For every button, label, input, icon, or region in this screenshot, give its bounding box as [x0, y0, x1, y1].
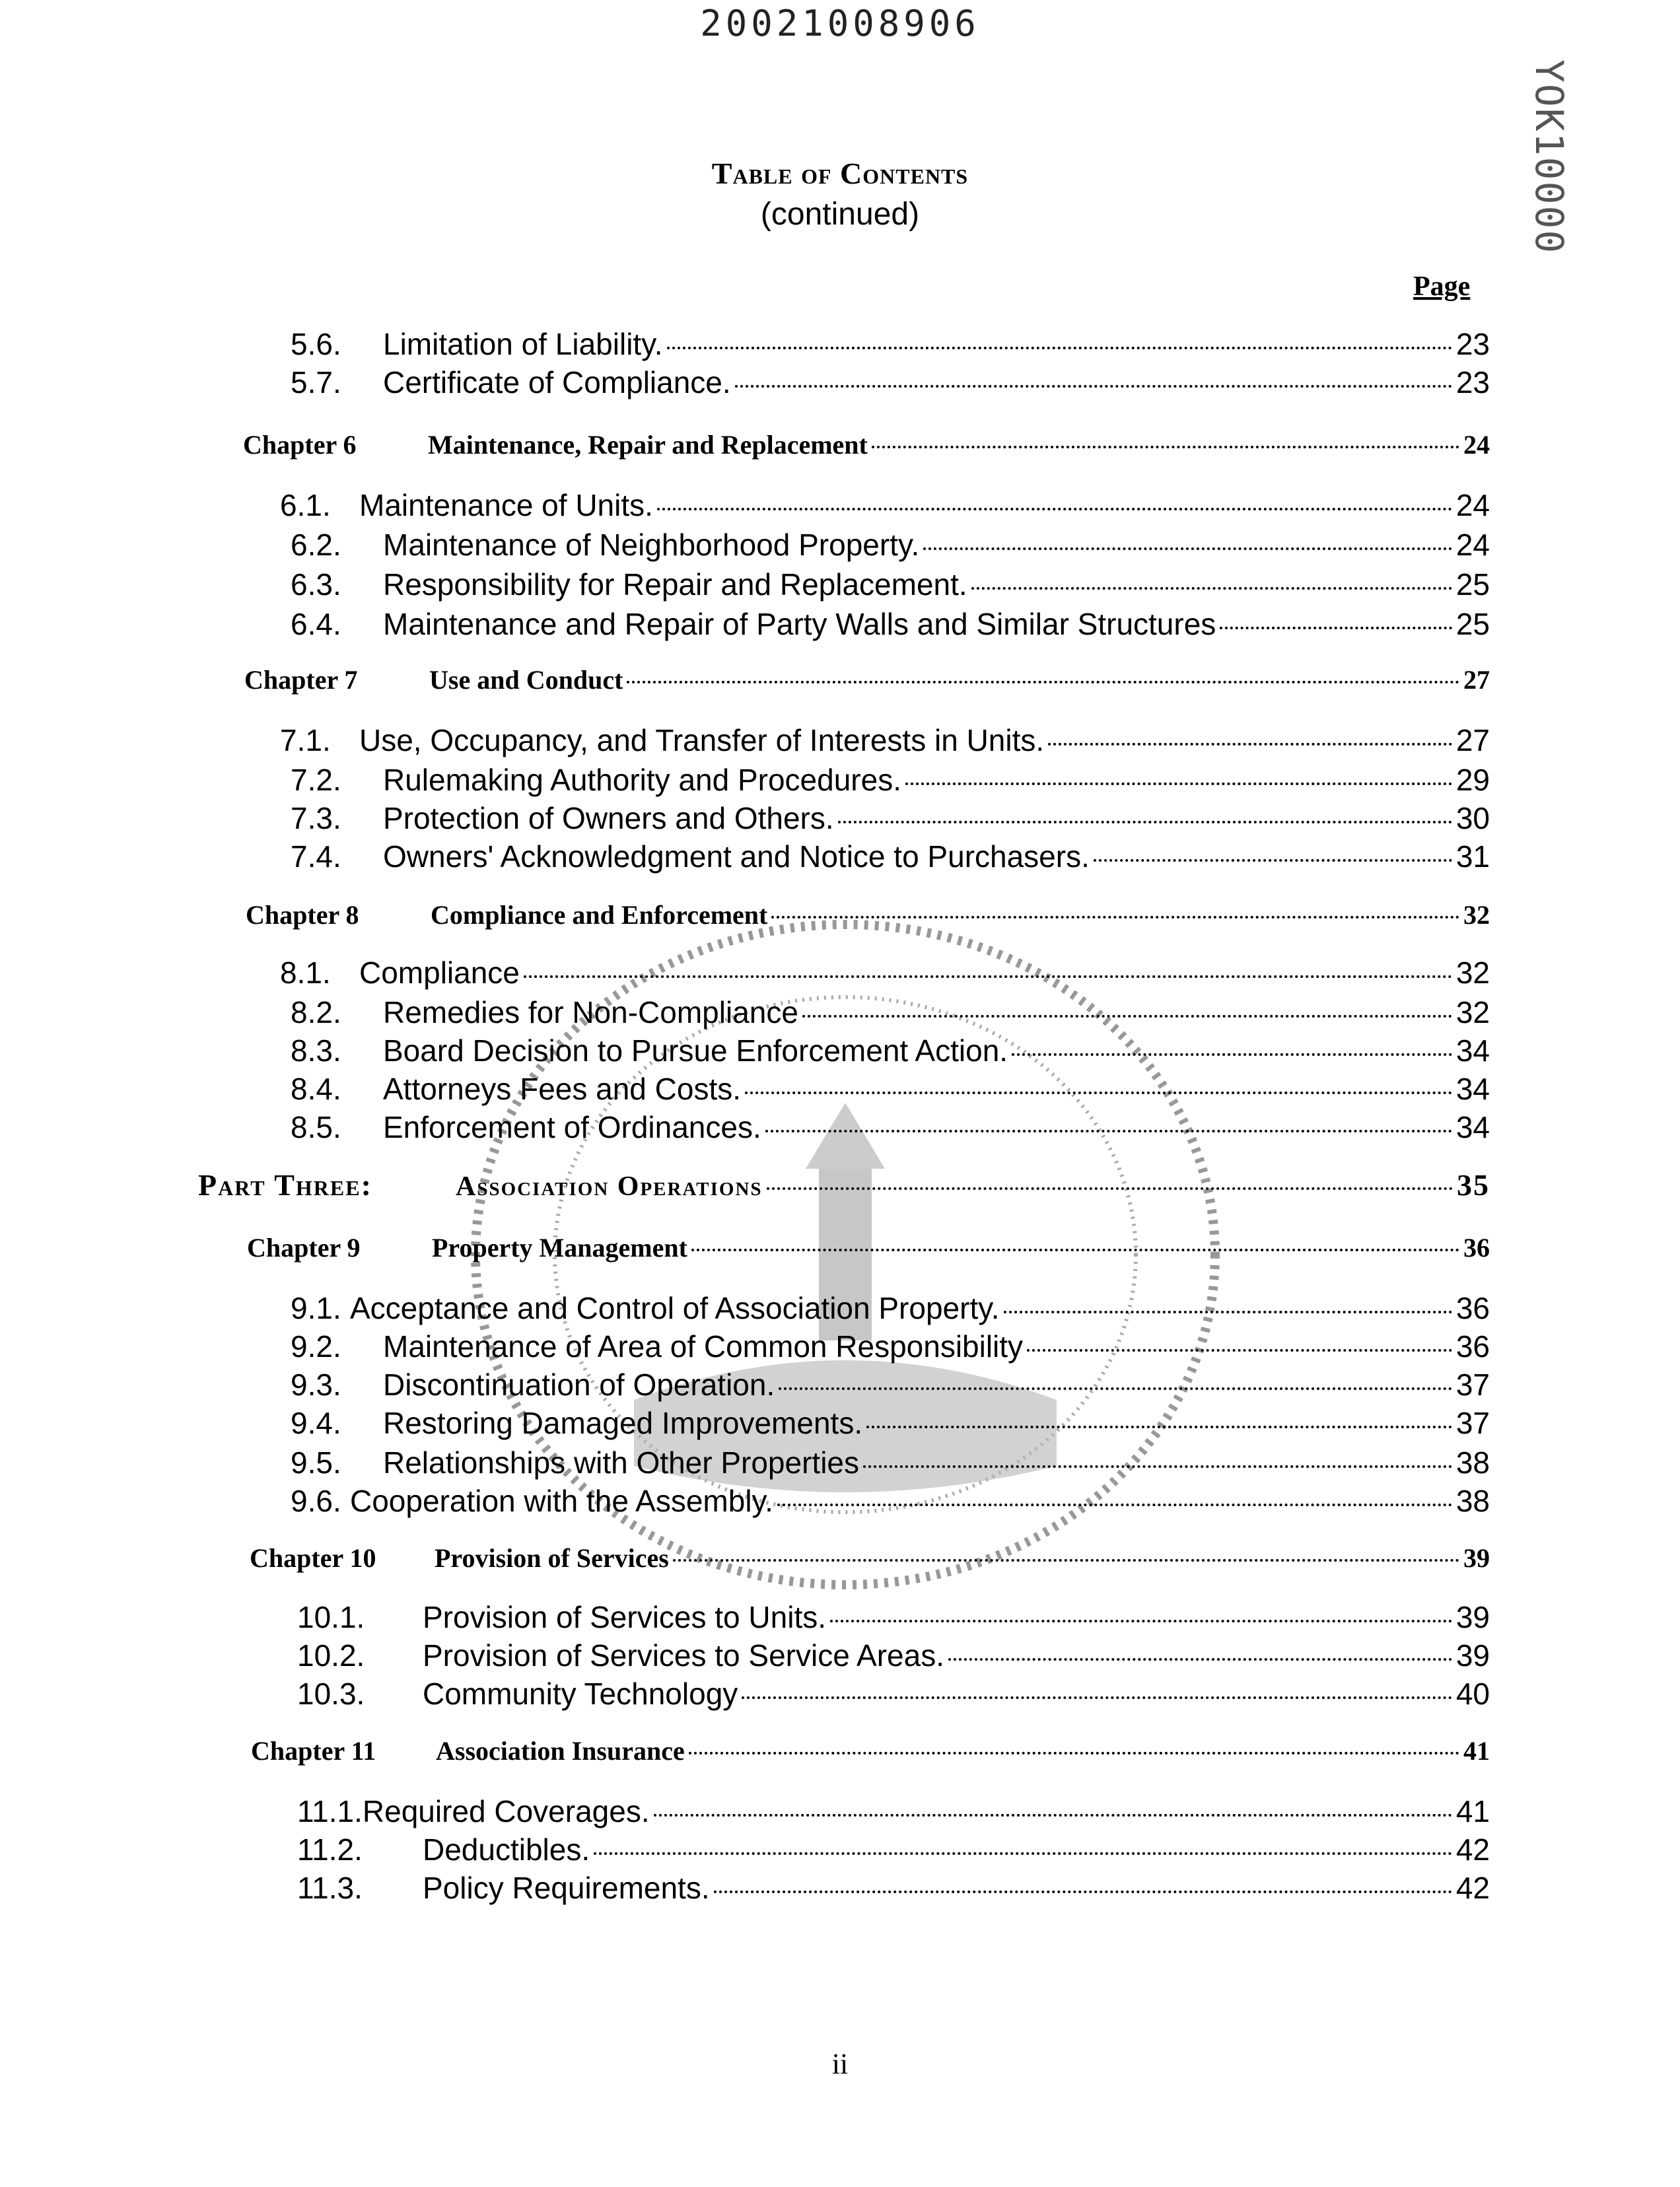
toc-entry-page: 25: [1455, 607, 1490, 641]
toc-entry-number: 9.4.: [291, 1406, 341, 1440]
dot-leader: [714, 1891, 1452, 1893]
toc-entry-sec: [280, 722, 1490, 758]
toc-entry-page: 36: [1463, 1233, 1490, 1263]
toc-entry-chap: [251, 1735, 1490, 1766]
dot-leader: [627, 681, 1459, 683]
toc-entry-sec: [291, 1290, 1490, 1326]
toc-entry-page: 37: [1455, 1368, 1490, 1402]
toc-entry-page: 27: [1463, 665, 1490, 695]
toc-entry-number: 11.2.: [297, 1832, 363, 1867]
toc-entry-number: 10.2.: [297, 1638, 365, 1673]
toc-entry-page: 35: [1457, 1168, 1490, 1202]
toc-entry-page: 40: [1455, 1677, 1490, 1711]
toc-entry-sec: [291, 800, 1490, 836]
toc-entry-number: 10.1.: [297, 1600, 365, 1634]
dot-leader: [1220, 627, 1452, 629]
dot-leader: [742, 1696, 1452, 1699]
toc-entry-sec: [297, 1832, 1490, 1867]
toc-entry-page: 34: [1455, 1110, 1490, 1144]
toc-entry-title: Acceptance and Control of Association Property.: [350, 1291, 1000, 1325]
toc-entry-number: 5.7.: [291, 365, 341, 399]
toc-entry-number: Chapter 11: [251, 1736, 376, 1766]
toc-entry-page: 25: [1455, 567, 1490, 602]
toc-entry-title: Protection of Owners and Others.: [383, 801, 834, 835]
toc-entry-title: Policy Requirements.: [423, 1871, 710, 1905]
toc-entry-page: 24: [1455, 528, 1490, 562]
toc-entry-sec: [291, 364, 1490, 400]
toc-entry-number: 8.2.: [291, 995, 341, 1029]
dot-leader: [594, 1852, 1452, 1855]
toc-entry-chap: [247, 1232, 1490, 1263]
toc-entry-page: 39: [1455, 1600, 1490, 1634]
toc-entry-sec: [297, 1599, 1490, 1635]
toc-entry-number: Chapter 9: [247, 1233, 361, 1263]
toc-entry-number: 7.3.: [291, 801, 341, 835]
dot-leader: [905, 782, 1452, 785]
toc-entry-sec: [291, 994, 1490, 1030]
dot-leader: [524, 975, 1452, 978]
toc-entry-page: 42: [1455, 1871, 1490, 1905]
toc-entry-sec: [291, 1109, 1490, 1145]
toc-entry-sec: [291, 326, 1490, 362]
toc-entry-number: 8.5.: [291, 1110, 341, 1144]
toc-entry-sec: [280, 955, 1490, 990]
toc-entry-number: 8.3.: [291, 1033, 341, 1068]
dot-leader: [1012, 1053, 1452, 1056]
toc-entry-page: 32: [1463, 900, 1490, 930]
toc-entry-number: 9.1.: [291, 1291, 341, 1325]
toc-entry-title: Deductibles.: [423, 1832, 590, 1867]
dot-leader: [1004, 1311, 1452, 1313]
toc-entry-sec: [297, 1676, 1490, 1712]
toc-entry-title: Maintenance of Area of Common Responsibility: [383, 1329, 1024, 1364]
toc-entry-number: 6.4.: [291, 607, 341, 641]
toc-entry-number: Chapter 7: [244, 665, 358, 695]
toc-entry-sec: [291, 1329, 1490, 1364]
title-block: [0, 156, 1680, 232]
toc-entry-number: 8.4.: [291, 1072, 341, 1106]
dot-leader: [971, 587, 1452, 590]
toc-entry-title: Provision of Services: [435, 1543, 669, 1573]
toc-entry-number: 5.6.: [291, 327, 341, 361]
toc-entry-number: 9.5.: [291, 1445, 341, 1480]
toc-entry-sec: [291, 567, 1490, 602]
toc-entry-number: 8.1.: [280, 955, 331, 990]
toc-entry-page: 34: [1455, 1033, 1490, 1068]
toc-entry-page: 29: [1455, 763, 1490, 797]
toc-entry-number: 11.1.: [297, 1794, 363, 1828]
toc-entry-number: 6.3.: [291, 567, 341, 602]
page-column-heading: Page: [1413, 271, 1471, 302]
toc-entry-sec: [291, 527, 1490, 563]
toc-entry-number: 11.3.: [297, 1871, 363, 1905]
toc-entry-title: Required Coverages.: [362, 1794, 650, 1828]
toc-entry-part: [198, 1167, 1490, 1202]
toc-entry-number: 10.3.: [297, 1677, 365, 1711]
toc-entry-title: Provision of Services to Service Areas.: [423, 1638, 944, 1673]
dot-leader: [657, 508, 1452, 510]
toc-entry-page: 34: [1455, 1072, 1490, 1106]
dot-leader: [863, 1465, 1452, 1468]
toc-entry-page: 41: [1455, 1794, 1490, 1828]
toc-entry-page: 36: [1455, 1329, 1490, 1364]
toc-entry-title: Attorneys Fees and Costs.: [383, 1072, 742, 1106]
toc-entry-title: Enforcement of Ordinances.: [383, 1110, 761, 1144]
toc-entry-title: Association Operations: [456, 1171, 763, 1202]
dot-leader: [771, 916, 1459, 919]
toc-entry-title: Board Decision to Pursue Enforcement Action.: [383, 1033, 1008, 1068]
toc-entry-title: Property Management: [432, 1233, 687, 1263]
side-stamp: YOK10000: [1527, 59, 1572, 255]
dot-leader: [767, 1187, 1453, 1190]
toc-entry-number: 6.1.: [280, 488, 331, 522]
toc-entry-page: 36: [1455, 1291, 1490, 1325]
toc-entry-title: Relationships with Other Properties: [383, 1445, 859, 1480]
toc-entry-title: Maintenance and Repair of Party Walls and Similar Structures: [383, 607, 1216, 641]
toc-entry-number: 7.2.: [291, 763, 341, 797]
toc-entry-page: 39: [1455, 1638, 1490, 1673]
toc-entry-page: 38: [1455, 1484, 1490, 1518]
toc-entry-title: Discontinuation of Operation.: [383, 1368, 775, 1402]
toc-entry-page: 32: [1455, 955, 1490, 990]
toc-entry-page: 39: [1463, 1543, 1490, 1573]
toc-entry-page: 24: [1455, 488, 1490, 522]
toc-entry-sec: [280, 487, 1490, 523]
toc-entry-page: 27: [1455, 723, 1490, 757]
dot-leader: [948, 1658, 1452, 1661]
page-number-footer: ii: [831, 2048, 849, 2080]
dot-leader: [802, 1015, 1452, 1018]
dot-leader: [667, 347, 1452, 349]
toc-entry-page: 24: [1463, 430, 1490, 460]
toc-entry-page: 31: [1455, 839, 1490, 874]
toc-entry-number: Chapter 6: [243, 430, 357, 460]
page-title: Table of Contents: [711, 156, 969, 190]
toc-entry-sec: [291, 1445, 1490, 1480]
toc-entry-title: Compliance: [359, 955, 520, 990]
toc-entry-title: Cooperation with the Assembly.: [350, 1484, 773, 1518]
toc-entry-number: 6.2.: [291, 528, 341, 562]
toc-entry-chap: [246, 899, 1490, 930]
toc-entry-chap: [243, 429, 1490, 460]
dot-leader: [691, 1249, 1459, 1251]
toc-entry-number: 9.3.: [291, 1368, 341, 1402]
toc-entry-sec: [291, 1405, 1490, 1441]
toc-entry-page: 23: [1455, 365, 1490, 399]
dot-leader: [654, 1814, 1452, 1817]
toc-entry-title: Limitation of Liability.: [383, 327, 663, 361]
toc-entry-title: Rulemaking Authority and Procedures.: [383, 763, 901, 797]
toc-entry-page: 30: [1455, 801, 1490, 835]
toc-entry-sec: [291, 762, 1490, 798]
toc-entry-title: Remedies for Non-Compliance: [383, 995, 798, 1029]
toc-entry-sec: [291, 1033, 1490, 1068]
toc-entry-number: 9.2.: [291, 1329, 341, 1364]
document-number: 20021008906: [700, 3, 980, 44]
toc-entry-title: Use and Conduct: [429, 665, 623, 695]
dot-leader: [872, 446, 1459, 448]
dot-leader: [830, 1620, 1452, 1622]
toc-entry-chap: [244, 664, 1490, 695]
dot-leader: [735, 385, 1452, 388]
toc-entry-title: Association Insurance: [436, 1736, 685, 1766]
dot-leader: [923, 547, 1452, 550]
toc-entry-title: Compliance and Enforcement: [431, 900, 768, 930]
toc-entry-sec: [297, 1638, 1490, 1673]
dot-leader: [777, 1504, 1452, 1506]
toc-entry-title: Restoring Damaged Improvements.: [383, 1406, 863, 1440]
toc-entry-page: 23: [1455, 327, 1490, 361]
toc-entry-number: Chapter 10: [250, 1543, 376, 1573]
dot-leader: [745, 1092, 1452, 1094]
toc-entry-page: 38: [1455, 1445, 1490, 1480]
dot-leader: [866, 1426, 1452, 1428]
page-subtitle: (continued): [760, 197, 920, 232]
dot-leader: [1027, 1349, 1452, 1352]
toc-entry-title: Community Technology: [423, 1677, 738, 1711]
toc-entry-sec: [291, 839, 1490, 874]
toc-entry-title: Maintenance of Neighborhood Property.: [383, 528, 920, 562]
toc-entry-number: 7.1.: [280, 723, 331, 757]
toc-entry-page: 32: [1455, 995, 1490, 1029]
toc-entry-title: Maintenance, Repair and Replacement: [428, 430, 868, 460]
toc-entry-page: 37: [1455, 1406, 1490, 1440]
toc-entry-sec: [297, 1793, 1490, 1829]
toc-entry-number: 9.6.: [291, 1484, 341, 1518]
toc-entry-page: 42: [1455, 1832, 1490, 1867]
dot-leader: [1094, 859, 1452, 862]
dot-leader: [1048, 743, 1452, 746]
dot-leader: [689, 1752, 1459, 1754]
toc-entry-title: Use, Occupancy, and Transfer of Interests in Units.: [359, 723, 1045, 757]
toc-entry-title: Certificate of Compliance.: [383, 365, 731, 399]
toc-entry-number: Part Three:: [198, 1168, 372, 1202]
toc-entry-sec: [297, 1870, 1490, 1906]
toc-entry-title: Responsibility for Repair and Replacement.: [383, 567, 967, 602]
toc-entry-sec: [291, 1483, 1490, 1519]
toc-entry-sec: [291, 1071, 1490, 1107]
toc-entry-title: Owners' Acknowledgment and Notice to Purchasers.: [383, 839, 1090, 874]
toc-entry-number: 7.4.: [291, 839, 341, 874]
dot-leader: [779, 1387, 1452, 1390]
toc-entry-title: Provision of Services to Units.: [423, 1600, 827, 1634]
toc-entry-number: Chapter 8: [246, 900, 359, 930]
toc-entry-chap: [250, 1543, 1490, 1574]
toc-entry-page: 41: [1463, 1736, 1490, 1766]
toc-entry-title: Maintenance of Units.: [359, 488, 653, 522]
dot-leader: [838, 821, 1452, 823]
dot-leader: [673, 1559, 1459, 1562]
dot-leader: [765, 1130, 1452, 1132]
toc-entry-sec: [291, 1367, 1490, 1403]
toc-entry-sec: [291, 606, 1490, 642]
